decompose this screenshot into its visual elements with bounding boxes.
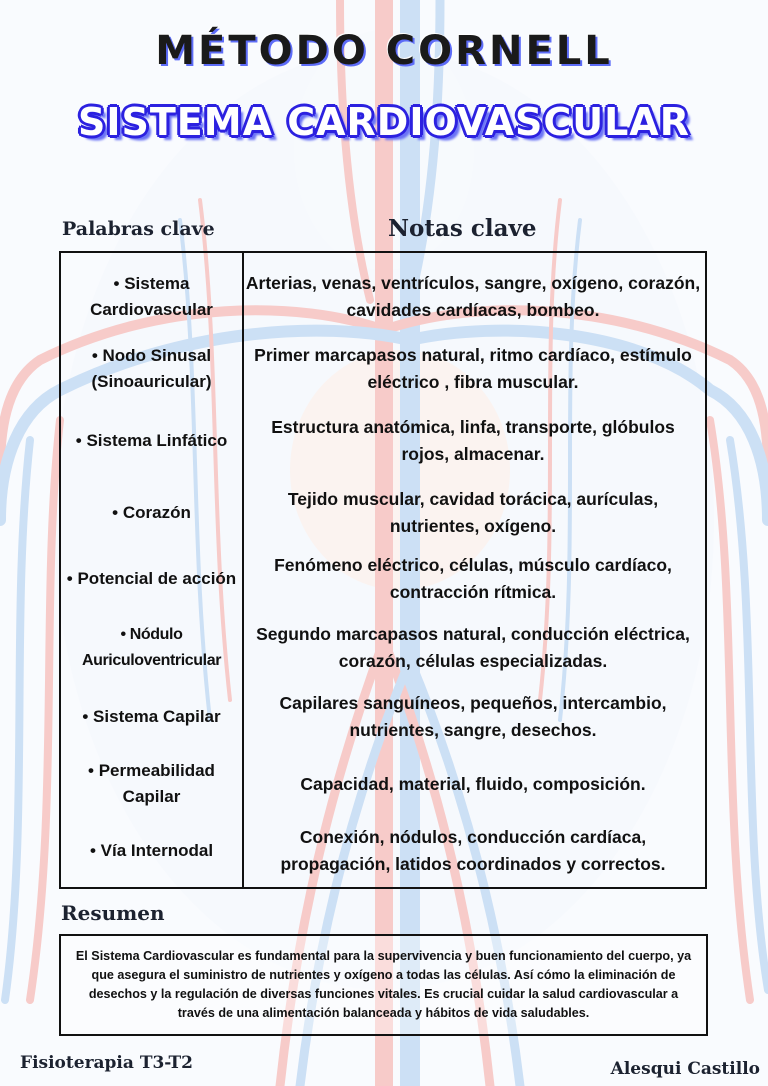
keyword-cell: • Sistema Linfático [75, 431, 228, 450]
table-row [61, 614, 705, 682]
keyword-cell: • Corazón [112, 503, 191, 522]
table-row [61, 545, 705, 613]
keyword-cell: • Nódulo Auriculoventricular [81, 626, 222, 669]
table-row [61, 335, 705, 403]
note-cell: Arterias, venas, ventrículos, sangre, oxígeno, corazón, cavidades cardíacas, bombeo. [245, 273, 701, 320]
note-cell: Conexión, nódulos, conducción cardíaca, propagación, latidos coordinados y correctos. [280, 827, 666, 874]
summary-box [59, 934, 708, 1036]
notes-column-header: Notas clave [388, 215, 537, 242]
note-cell: Capacidad, material, fluido, composición. [300, 773, 646, 794]
note-cell: Primer marcapasos natural, ritmo cardíaco, estímulo eléctrico , fibra muscular. [254, 345, 692, 392]
cornell-notes-table [59, 251, 707, 889]
summary-heading: Resumen [61, 901, 165, 925]
keyword-cell: • Nodo Sinusal (Sinoauricular) [91, 346, 212, 391]
table-row [61, 817, 705, 885]
note-cell: Fenómeno eléctrico, células, músculo cardíaco, contracción rítmica. [274, 555, 672, 602]
table-row [61, 407, 705, 475]
keyword-cell: • Permeabilidad Capilar [88, 761, 215, 806]
keyword-cell: • Potencial de acción [66, 569, 237, 588]
note-cell: Segundo marcapasos natural, conducción eléctrica, corazón, células especializadas. [256, 624, 690, 671]
page-title: MÉTODO CORNELL [155, 28, 613, 74]
note-cell: Estructura anatómica, linfa, transporte, glóbulos rojos, almacenar. [271, 417, 675, 464]
keywords-column-header: Palabras clave [62, 218, 215, 240]
table-row [61, 750, 705, 818]
page-subtitle: SISTEMA CARDIOVASCULAR [78, 100, 690, 144]
author-name: Alesqui Castillo [610, 1059, 760, 1079]
course-label: Fisioterapia T3-T2 [20, 1053, 194, 1073]
summary-text: El Sistema Cardiovascular es fundamental para la supervivencia y buen funcionamiento del cuerpo, ya que asegura el suministro de nutrientes y oxígeno a todas las células. Así cómo la eliminación de desechos y la regulación de diversas funciones vitales. Es crucial cuidar la salud cardiovascular a través de una alimentación balanceada y hábitos de vida saludables. [75, 949, 692, 1020]
table-row [61, 263, 705, 331]
keyword-cell: • Sistema Cardiovascular [90, 274, 213, 319]
keyword-cell: • Vía Internodal [89, 841, 214, 860]
table-row [61, 479, 705, 547]
table-row [61, 683, 705, 751]
note-cell: Capilares sanguíneos, pequeños, intercambio, nutrientes, sangre, desechos. [279, 693, 667, 740]
keyword-cell: • Sistema Capilar [82, 707, 221, 726]
note-cell: Tejido muscular, cavidad torácica, aurículas, nutrientes, oxígeno. [287, 489, 659, 536]
